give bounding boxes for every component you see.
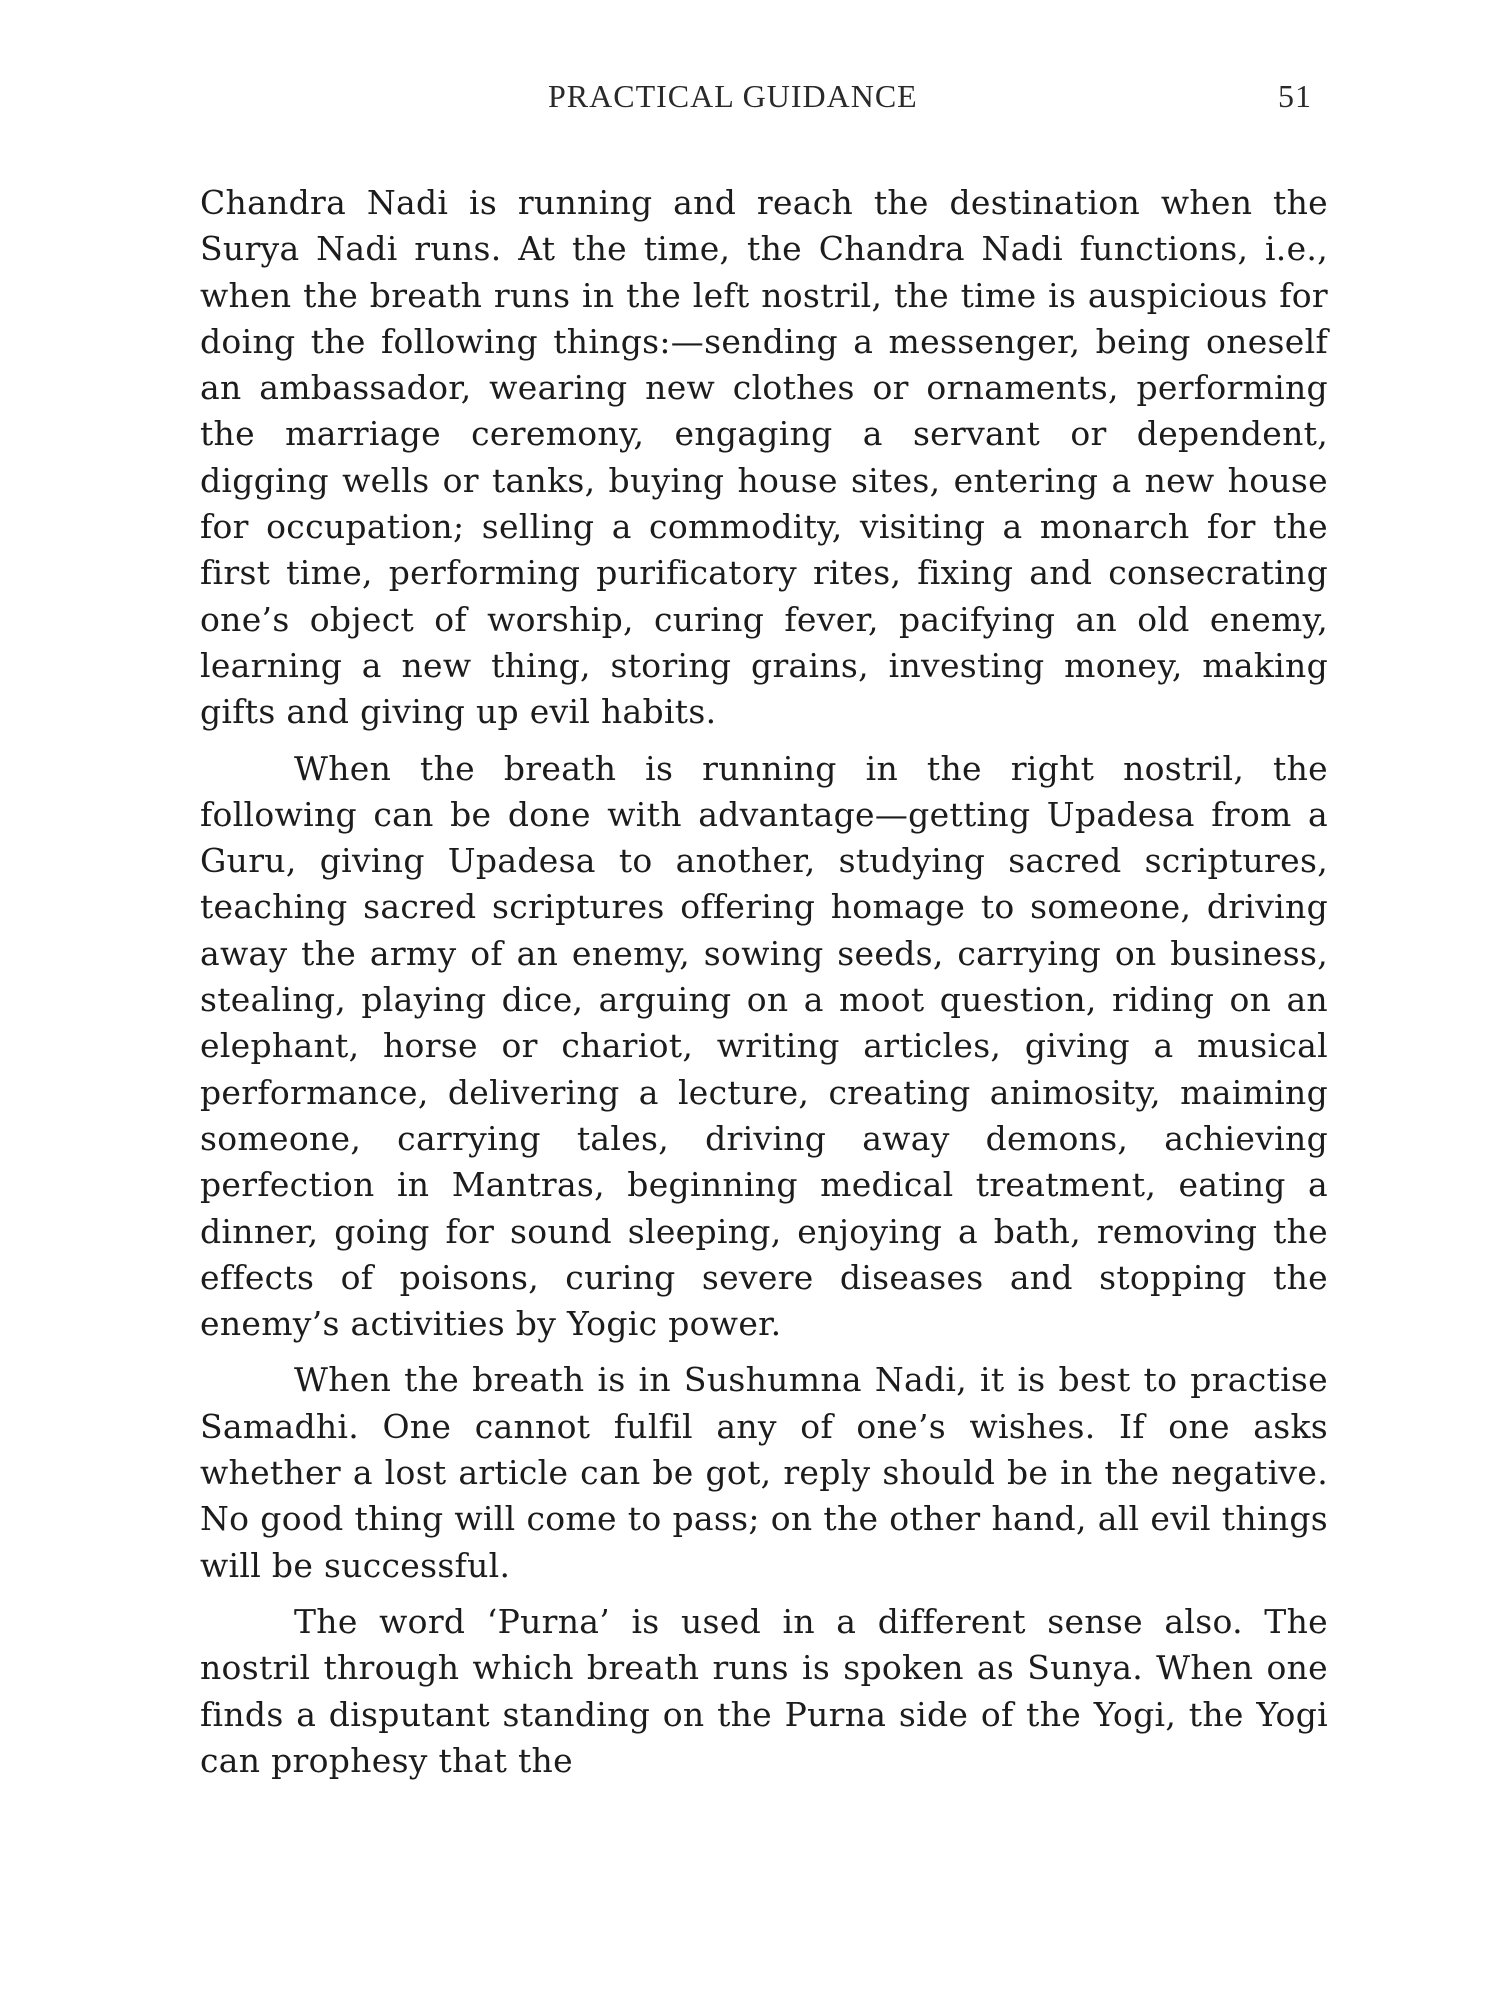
paragraph-3: When the breath is in Sushumna Nadi, it is best to practise Samadhi. One cannot fulfil any of one’s wishes. If one asks whether a lost article can be got, reply should be in the negative. No good thing will come to pass; on the other hand, all evil things will be successful.	[200, 1360, 1328, 1585]
paragraph-1: Chandra Nadi is running and reach the destination when the Surya Nadi runs. At the time, the Chandra Nadi functions, i.e., when the breath runs in the left nostril, the time is auspicious for doing the following things:—sending a messenger, being oneself an ambassador, wearing new clothes or ornaments, performing the marriage ceremony, engaging a servant or dependent, digging wells or tanks, buying house sites, entering a new house for occupation; selling a commodity, visiting a monarch for the first time, performing purificatory rites, fixing and consecrating one’s object of worship, curing fever, pacifying an old enemy, learning a new thing, storing grains, investing money, making gifts and giving up evil habits.	[200, 183, 1328, 732]
page-number: 51	[1278, 78, 1312, 114]
running-head	[0, 78, 1500, 128]
paragraph-4: The word ‘Purna’ is used in a different sense also. The nostril through which breath runs is spoken as Sunya. When one finds a disputant standing on the Purna side of the Yogi, the Yogi can prophesy that the	[200, 1601, 1328, 1780]
paragraph-2: When the breath is running in the right nostril, the following can be done with advantage—getting Upadesa from a Guru, giving Upadesa to another, studying sacred scriptures, teaching sacred scriptures offering homage to someone, driving away the army of an enemy, sowing seeds, carrying on business, stealing, playing dice, arguing on a moot question, riding on an elephant, horse or chariot, writing articles, giving a musical performance, delivering a lecture, creating animosity, maiming someone, carrying tales, driving away demons, achieving perfection in Mantras, beginning medical treatment, eating a dinner, going for sound sleeping, enjoying a bath, removing the effects of poisons, curing severe diseases and stopping the enemy’s activities by Yogic power.	[200, 748, 1328, 1344]
body-text	[200, 180, 1328, 1794]
chapter-title: PRACTICAL GUIDANCE	[548, 78, 918, 114]
